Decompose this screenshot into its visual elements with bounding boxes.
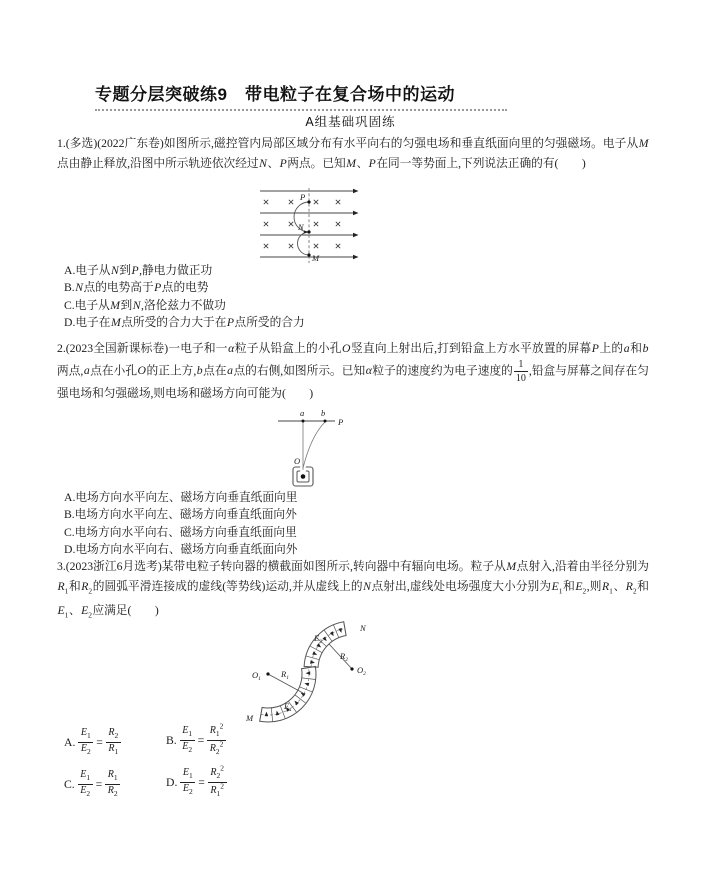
math-var: M <box>346 157 356 170</box>
center-o1 <box>266 672 269 675</box>
math-var: b <box>196 364 203 378</box>
question-1-stem: 1.(多选)(2022广东卷)如图所示,磁控管内局部区域分布有水平向右的匀强电场和垂直纸面向里的匀强磁场。电子从M点由静止释放,沿图中所示轨迹依次经过N、P两点。已知M、P在同一等势面上,下列说法正确的有( ) <box>57 137 649 170</box>
math-var: P <box>226 316 235 330</box>
math-var: P <box>131 264 139 277</box>
math-var: $E_1$ <box>182 725 193 739</box>
question-2-options <box>64 489 297 559</box>
label-r1: $R_1$ <box>281 669 289 682</box>
field-arrow-icon <box>353 255 359 259</box>
point-b <box>324 420 327 423</box>
math-var: $E_2$ <box>575 580 587 596</box>
math-var: a <box>83 364 90 378</box>
label-m: M <box>312 253 320 263</box>
q1-option-d: D.电子在M点所受的合力大于在P点所受的合力 <box>64 316 305 330</box>
q1-option-c: C.电子从M到N,洛伦兹力不做功 <box>64 298 226 312</box>
math-var: N <box>132 298 141 312</box>
label-o: O <box>294 456 301 466</box>
q2-option-d: D.电场方向水平向右、磁场方向垂直纸面向外 <box>64 543 298 557</box>
section-heading: A组基础巩固练 <box>305 115 396 129</box>
question-3-stem: 3.(2023浙江6月选考)某带电粒子转向器的横截面如图所示,转向器中有辐向电场。粒子从M点射入,沿着由半径分别为$R_1$和$R_2$的圆弧平滑连接成的虚线(等势线)运动,并从虚线上的N点射出,虚线处电场强度大小分别为$E_1$和$E_2$,则$R_1$、$R_2$和$E_1$、$E_2$应满足( ) <box>57 560 649 620</box>
math-var: $E_2$ <box>80 785 91 798</box>
math-var: P <box>591 342 599 355</box>
point-m <box>307 253 310 256</box>
figure-3-deflector-cross-section <box>238 614 453 744</box>
math-var: $E_2$ <box>182 783 193 796</box>
q2-option-b: B.电场方向水平向左、磁场方向垂直纸面向外 <box>64 508 297 522</box>
point-n <box>307 230 310 233</box>
label-p: P <box>338 417 344 427</box>
math-var: $R_2^2$ <box>210 764 224 781</box>
label-e1: $E_1$ <box>284 701 292 714</box>
question-2-stem: 2.(2023全国新课标卷)一电子和一α粒子从铅盒上的小孔O竖直向上射出后,打到铅盒上方水平放置的屏幕P上的a和b两点,a点在小孔O的正上方,b点在a点的右侧,如图所示。已知α粒子的速度约为电子速度的 $\frac{1}{10}$ ,铅盒与屏幕之间存在匀强电场和匀强磁场,则电场和磁场方向可能为( ) <box>57 342 649 401</box>
math-var: $E_1$ <box>182 767 193 781</box>
math-var: α <box>365 364 372 378</box>
math-var: P <box>154 281 162 295</box>
math-var: $R_2$ <box>625 580 637 596</box>
label-o2: $O_2$ <box>357 665 366 678</box>
math-var: a <box>227 364 233 378</box>
math-var: $E_1$ <box>80 769 91 783</box>
alpha-path <box>303 422 325 468</box>
math-var: b <box>642 342 649 355</box>
math-var: P <box>368 157 376 170</box>
math-var: α <box>228 342 235 355</box>
math-var: $R_1$ <box>602 580 613 596</box>
fraction <box>180 767 195 796</box>
math-var: P <box>279 157 287 170</box>
q3-option-b: B. $\frac{E_1}{E_2}$ = $\frac{R_1^2}{R_2^2}$ <box>166 722 227 758</box>
q1-option-a: A.电子从N到P,静电力做正功 <box>64 264 213 277</box>
math-var: M <box>110 298 121 312</box>
math-var: $R_1$ <box>108 743 119 756</box>
math-var: $R_2$ <box>107 785 118 798</box>
source-dot <box>301 474 306 479</box>
math-var: $E_1$ <box>57 604 69 620</box>
label-e2: $E_2$ <box>314 633 322 646</box>
center-o2 <box>350 667 353 670</box>
math-var: $R_1^2$ <box>209 722 224 739</box>
label-o1: $O_1$ <box>252 670 261 683</box>
field-arrow-icon <box>353 189 359 193</box>
point-a <box>302 420 305 423</box>
question-1-options <box>64 262 305 332</box>
math-var: M <box>506 560 517 573</box>
q3-option-c: C. $\frac{E_1}{E_2}$ = $\frac{R_1}{R_2}$ <box>64 766 121 802</box>
field-arrow-icon <box>353 211 359 215</box>
math-var: $E_2$ <box>81 604 92 620</box>
figure-2-lead-box-screen <box>274 406 384 501</box>
math-var: $E_1$ <box>551 580 563 596</box>
fraction <box>207 723 226 757</box>
label-n: N <box>360 623 366 633</box>
math-var: $E_1$ <box>80 727 91 741</box>
label-b: b <box>321 408 326 418</box>
fraction <box>105 769 120 798</box>
math-var: N <box>259 157 267 170</box>
q1-option-b: B.N点的电势高于P点的电势 <box>64 281 209 295</box>
fraction: $\frac{1}{10}$ <box>515 359 526 384</box>
math-var: M <box>638 137 649 150</box>
math-var: a <box>623 342 630 355</box>
q2-option-c: C.电场方向水平向右、磁场方向垂直纸面向里 <box>64 525 297 539</box>
math-var: $R_1$ <box>107 769 118 783</box>
math-var: $E_2$ <box>80 743 91 756</box>
fraction <box>180 725 195 754</box>
q3-option-d: D. $\frac{E_1}{E_2}$ = $\frac{R_2^2}{R_1^2}$ <box>166 764 228 800</box>
q3-option-a: A. $\frac{E_1}{E_2}$ = $\frac{R_2}{R_1}$ <box>64 724 122 760</box>
math-var: $R_2$ <box>81 580 93 596</box>
label-n: N <box>298 222 304 232</box>
label-r2: $R_2$ <box>340 651 348 664</box>
fraction <box>208 765 227 799</box>
math-var: O <box>137 364 146 378</box>
field-arrow-icon <box>353 233 359 237</box>
math-var: $E_2$ <box>182 741 193 754</box>
math-var: $R_1^2$ <box>210 782 224 799</box>
math-var: M <box>110 316 121 330</box>
math-var: $R_2$ <box>108 727 119 741</box>
math-var: N <box>363 580 371 593</box>
label-m: M <box>246 713 254 723</box>
fraction <box>78 769 93 798</box>
math-var: N <box>75 281 84 295</box>
page-title: 专题分层突破练9 带电粒子在复合场中的运动 <box>95 80 507 111</box>
label-a: a <box>300 408 305 418</box>
label-p: P <box>300 192 306 202</box>
math-var: O <box>342 342 351 355</box>
fraction <box>78 727 93 756</box>
point-p <box>307 200 310 203</box>
q2-option-a: A.电场方向水平向左、磁场方向垂直纸面向里 <box>64 491 298 504</box>
math-var: $R_2^2$ <box>209 740 224 757</box>
fraction <box>106 727 121 756</box>
math-var: $R_1$ <box>57 580 69 596</box>
math-var: N <box>110 264 119 277</box>
